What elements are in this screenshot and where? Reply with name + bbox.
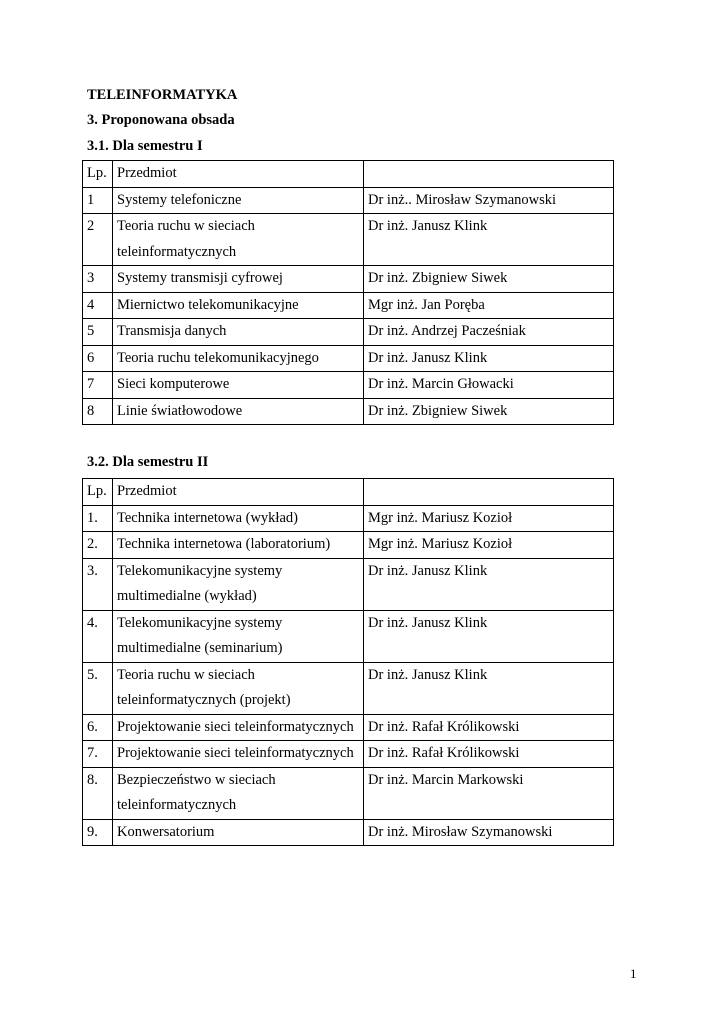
lp-cell: 4. — [83, 610, 113, 662]
lp-cell: Lp. — [83, 479, 113, 506]
lp-cell: 9. — [83, 819, 113, 846]
teacher-cell: Dr inż.. Mirosław Szymanowski — [364, 187, 614, 214]
table-row — [83, 767, 614, 819]
lp-cell: 6 — [83, 345, 113, 372]
teacher-cell: Dr inż. Janusz Klink — [364, 662, 614, 714]
document-title: TELEINFORMATYKA — [87, 87, 238, 103]
semester-1-heading: 3.1. Dla semestru I — [87, 138, 203, 154]
table-header-row — [83, 479, 614, 506]
lp-cell: 7. — [83, 741, 113, 768]
teacher-cell: Dr inż. Rafał Królikowski — [364, 741, 614, 768]
teacher-cell — [364, 479, 614, 506]
table-row — [83, 610, 614, 662]
subject-cell: Transmisja danych — [113, 319, 364, 346]
subject-cell: Systemy telefoniczne — [113, 187, 364, 214]
semester-2-table — [82, 478, 614, 846]
lp-cell: 1. — [83, 505, 113, 532]
semester-2-table-body — [83, 479, 614, 846]
table-row — [83, 398, 614, 425]
lp-cell: 5. — [83, 662, 113, 714]
table-row — [83, 714, 614, 741]
subject-cell: Przedmiot — [113, 479, 364, 506]
section-heading: 3. Proponowana obsada — [87, 112, 235, 128]
table-row — [83, 662, 614, 714]
table-row — [83, 372, 614, 399]
teacher-cell — [364, 161, 614, 188]
page-number: 1 — [630, 966, 637, 981]
subject-cell: Technika internetowa (wykład) — [113, 505, 364, 532]
table-row — [83, 187, 614, 214]
lp-cell: Lp. — [83, 161, 113, 188]
table-row — [83, 266, 614, 293]
semester-1-table — [82, 160, 614, 425]
table-row — [83, 532, 614, 559]
subject-cell: Przedmiot — [113, 161, 364, 188]
teacher-cell: Dr inż. Zbigniew Siwek — [364, 398, 614, 425]
lp-cell: 2 — [83, 214, 113, 266]
table-row — [83, 558, 614, 610]
subject-cell: Konwersatorium — [113, 819, 364, 846]
subject-cell: Sieci komputerowe — [113, 372, 364, 399]
table-row — [83, 292, 614, 319]
teacher-cell: Dr inż. Janusz Klink — [364, 345, 614, 372]
table-row — [83, 319, 614, 346]
subject-cell: Bezpieczeństwo w sieciach teleinformatycznych — [113, 767, 364, 819]
subject-cell: Systemy transmisji cyfrowej — [113, 266, 364, 293]
teacher-cell: Dr inż. Janusz Klink — [364, 610, 614, 662]
subject-cell: Teoria ruchu telekomunikacyjnego — [113, 345, 364, 372]
semester-2-heading: 3.2. Dla semestru II — [87, 454, 209, 470]
teacher-cell: Dr inż. Marcin Głowacki — [364, 372, 614, 399]
teacher-cell: Mgr inż. Jan Poręba — [364, 292, 614, 319]
subject-cell: Projektowanie sieci teleinformatycznych — [113, 741, 364, 768]
teacher-cell: Dr inż. Andrzej Pacześniak — [364, 319, 614, 346]
teacher-cell: Dr inż. Zbigniew Siwek — [364, 266, 614, 293]
subject-cell: Telekomunikacyjne systemy multimedialne (wykład) — [113, 558, 364, 610]
table-header-row — [83, 161, 614, 188]
lp-cell: 8. — [83, 767, 113, 819]
subject-cell: Teoria ruchu w sieciach teleinformatycznych — [113, 214, 364, 266]
lp-cell: 7 — [83, 372, 113, 399]
teacher-cell: Dr inż. Rafał Królikowski — [364, 714, 614, 741]
teacher-cell: Dr inż. Marcin Markowski — [364, 767, 614, 819]
subject-cell: Teoria ruchu w sieciach teleinformatycznych (projekt) — [113, 662, 364, 714]
subject-cell: Projektowanie sieci teleinformatycznych — [113, 714, 364, 741]
lp-cell: 5 — [83, 319, 113, 346]
teacher-cell: Dr inż. Janusz Klink — [364, 214, 614, 266]
semester-1-table-body — [83, 161, 614, 425]
lp-cell: 2. — [83, 532, 113, 559]
table-row — [83, 214, 614, 266]
teacher-cell: Mgr inż. Mariusz Kozioł — [364, 532, 614, 559]
table-row — [83, 505, 614, 532]
table-row — [83, 741, 614, 768]
subject-cell: Linie światłowodowe — [113, 398, 364, 425]
teacher-cell: Dr inż. Janusz Klink — [364, 558, 614, 610]
lp-cell: 8 — [83, 398, 113, 425]
lp-cell: 6. — [83, 714, 113, 741]
teacher-cell: Mgr inż. Mariusz Kozioł — [364, 505, 614, 532]
lp-cell: 3 — [83, 266, 113, 293]
table-row — [83, 345, 614, 372]
lp-cell: 4 — [83, 292, 113, 319]
lp-cell: 3. — [83, 558, 113, 610]
subject-cell: Technika internetowa (laboratorium) — [113, 532, 364, 559]
teacher-cell: Dr inż. Mirosław Szymanowski — [364, 819, 614, 846]
lp-cell: 1 — [83, 187, 113, 214]
subject-cell: Telekomunikacyjne systemy multimedialne (seminarium) — [113, 610, 364, 662]
table-row — [83, 819, 614, 846]
subject-cell: Miernictwo telekomunikacyjne — [113, 292, 364, 319]
